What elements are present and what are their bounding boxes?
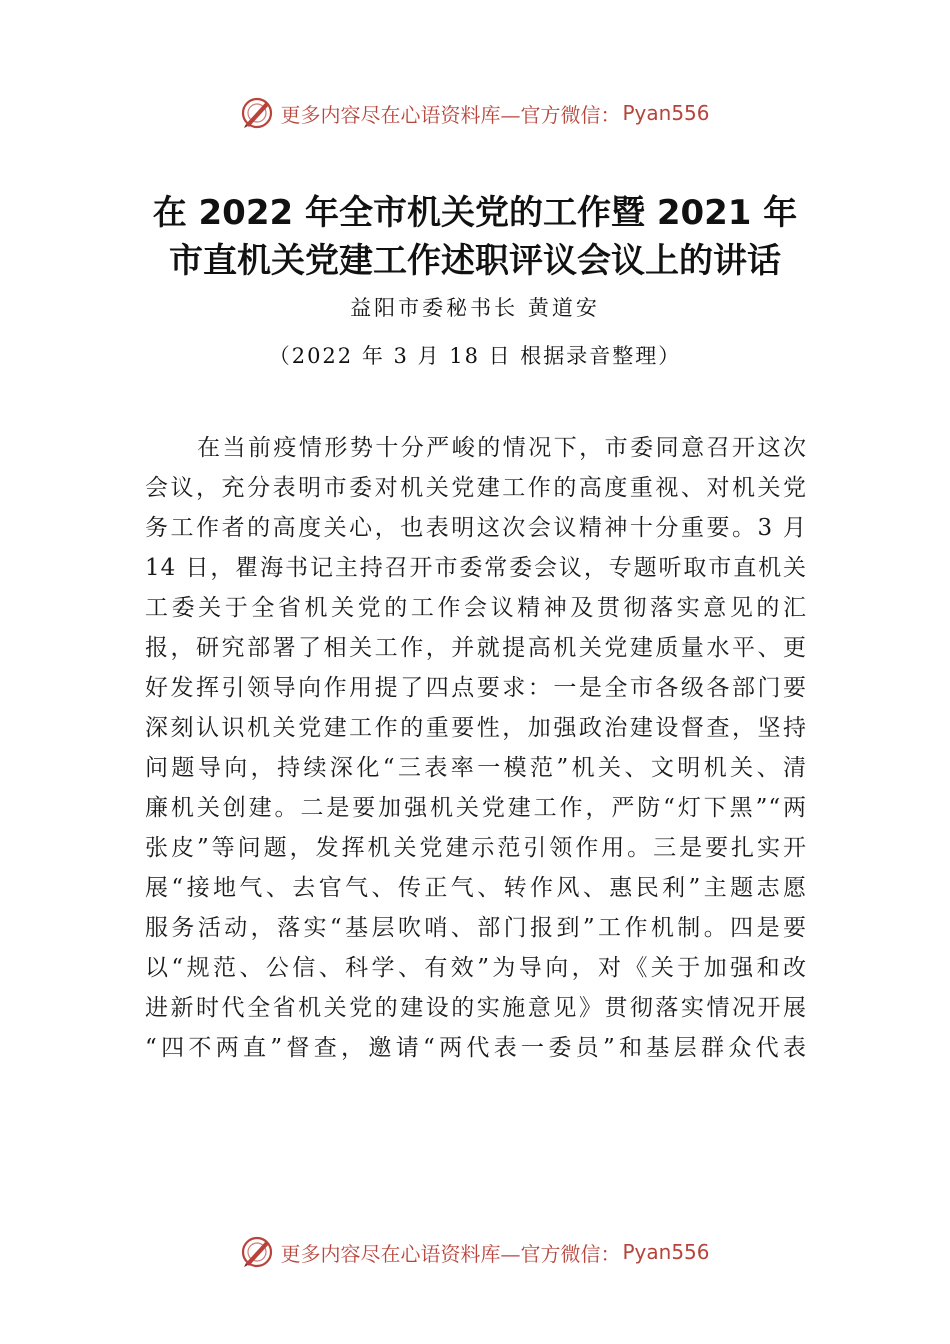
banner-text: 更多内容尽在心语资料库—官方微信： bbox=[280, 1241, 621, 1266]
body-line: 张皮”等问题，发挥机关党建示范引领作用。三是要扎实开 bbox=[145, 835, 807, 861]
body-line: 以“规范、公信、科学、有效”为导向，对《关于加强和改 bbox=[145, 955, 807, 981]
body-line: 工委关于全省机关党的工作会议精神及贯彻落实意见的汇 bbox=[145, 595, 807, 621]
body-line: 廉机关创建。二是要加强机关党建工作，严防“灯下黑”“两 bbox=[145, 795, 807, 821]
body-line: 好发挥引领导向作用提了四点要求：一是全市各级各部门要 bbox=[145, 675, 807, 701]
body-line: 14 日，瞿海书记主持召开市委常委会议，专题听取市直机关 bbox=[145, 555, 807, 581]
body-line: “四不两直”督查，邀请“两代表一委员”和基层群众代表 bbox=[145, 1035, 807, 1061]
pen-seal-logo-icon bbox=[240, 96, 274, 130]
body-paragraph bbox=[145, 428, 807, 1068]
header-banner bbox=[0, 93, 950, 133]
body-line: 服务活动，落实“基层吹哨、部门报到”工作机制。四是要 bbox=[145, 915, 807, 941]
body-line: 问题导向，持续深化“三表率一模范”机关、文明机关、清 bbox=[145, 755, 807, 781]
body-line: 进新时代全省机关党的建设的实施意见》贯彻落实情况开展 bbox=[145, 995, 807, 1021]
footer-banner bbox=[0, 1232, 950, 1272]
date-note: （2022 年 3 月 18 日 根据录音整理） bbox=[268, 344, 682, 368]
wechat-id: Pyan556 bbox=[622, 1240, 710, 1264]
body-line: 报，研究部署了相关工作，并就提高机关党建质量水平、更 bbox=[145, 635, 807, 661]
body-line: 在当前疫情形势十分严峻的情况下，市委同意召开这次 bbox=[197, 435, 807, 461]
document-title-line-2: 市直机关党建工作述职评议会议上的讲话 bbox=[169, 241, 781, 281]
pen-seal-logo-icon bbox=[240, 1235, 274, 1269]
body-line: 务工作者的高度关心，也表明这次会议精神十分重要。3 月 bbox=[145, 515, 807, 541]
body-line: 展“接地气、去官气、传正气、转作风、惠民利”主题志愿 bbox=[145, 875, 807, 901]
document-title-line-1: 在 2022 年全市机关党的工作暨 2021 年 bbox=[152, 193, 798, 233]
wechat-id: Pyan556 bbox=[622, 101, 710, 125]
author-line: 益阳市委秘书长 黄道安 bbox=[350, 296, 600, 320]
banner-text: 更多内容尽在心语资料库—官方微信： bbox=[280, 102, 621, 127]
body-line: 深刻认识机关党建工作的重要性，加强政治建设督查，坚持 bbox=[145, 715, 807, 741]
body-line: 会议，充分表明市委对机关党建工作的高度重视、对机关党 bbox=[145, 475, 807, 501]
